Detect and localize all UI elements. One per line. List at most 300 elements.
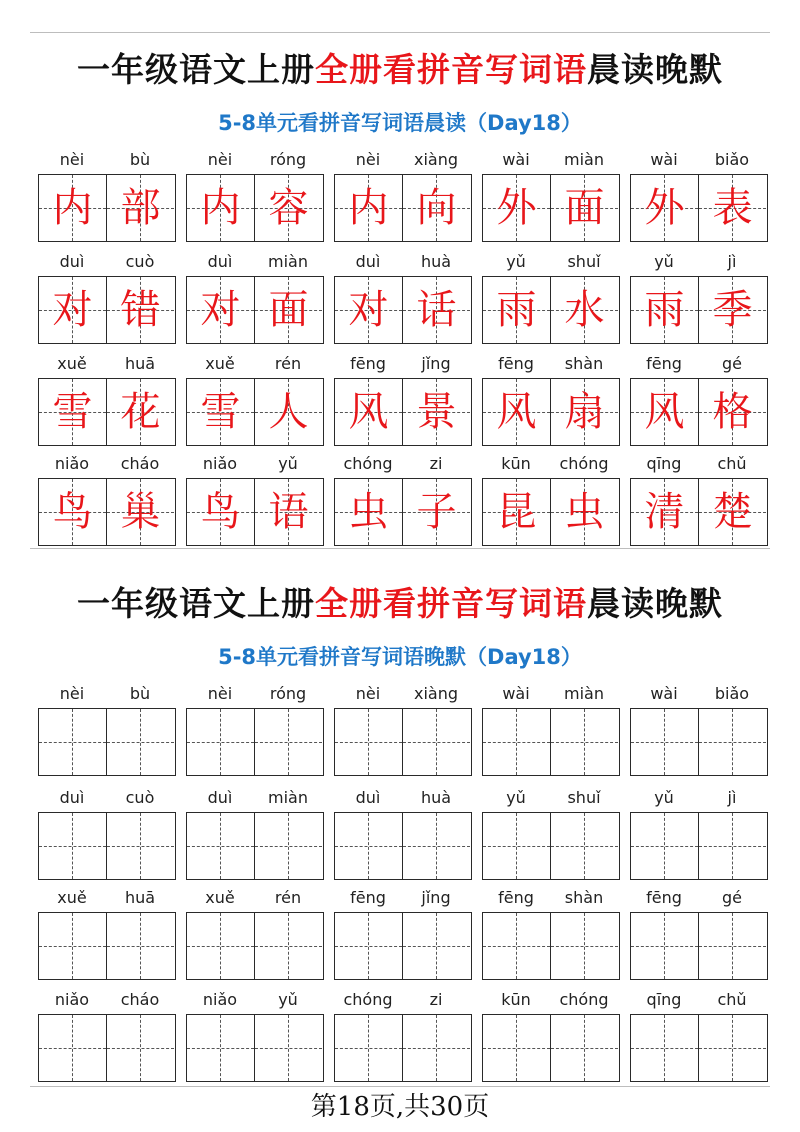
pinyin-label: nèi: [59, 150, 85, 169]
tianzige-cell[interactable]: [483, 1015, 550, 1081]
writing-box[interactable]: [38, 812, 176, 880]
pinyin-label: zi: [429, 990, 443, 1009]
pinyin-label: yǔ: [506, 788, 526, 807]
word-pair: [186, 352, 324, 452]
hanzi-character: 对: [348, 287, 389, 333]
tianzige-cell: [187, 379, 254, 445]
guide-line-vertical: [72, 709, 73, 775]
character-box: [186, 174, 324, 242]
tianzige-cell[interactable]: [551, 709, 618, 775]
tianzige-cell[interactable]: [187, 709, 254, 775]
cell-divider: [550, 277, 551, 343]
hanzi-character: 雨: [644, 287, 685, 333]
pinyin-label: chǔ: [717, 990, 747, 1009]
guide-line-vertical: [584, 1015, 585, 1081]
word-pair: [186, 250, 324, 350]
tianzige-cell: [699, 175, 766, 241]
cell-divider: [254, 175, 255, 241]
guide-line-vertical: [584, 709, 585, 775]
tianzige-cell: [631, 479, 698, 545]
pinyin-label: wài: [502, 684, 530, 703]
hanzi-character: 花: [120, 389, 161, 435]
tianzige-cell[interactable]: [699, 813, 766, 879]
cell-divider: [402, 479, 403, 545]
guide-line-vertical: [72, 1015, 73, 1081]
guide-line-vertical: [436, 709, 437, 775]
pinyin-label: rén: [274, 888, 302, 907]
writing-box[interactable]: [630, 708, 768, 776]
tianzige-cell[interactable]: [551, 813, 618, 879]
word-pair: [38, 786, 176, 886]
pinyin-label: xuě: [57, 354, 87, 373]
tianzige-cell[interactable]: [631, 1015, 698, 1081]
pinyin-label: cháo: [120, 454, 160, 473]
hanzi-character: 雪: [200, 389, 241, 435]
pinyin-label: róng: [269, 684, 307, 703]
pinyin-label: duì: [207, 252, 233, 271]
cell-divider: [254, 913, 255, 979]
tianzige-cell: [255, 379, 322, 445]
hanzi-character: 风: [496, 389, 537, 435]
word-pair: [334, 786, 472, 886]
pinyin-label: qīng: [646, 454, 682, 473]
pinyin-label: chóng: [559, 454, 609, 473]
pinyin-label: róng: [269, 150, 307, 169]
writing-box[interactable]: [630, 812, 768, 880]
hanzi-character: 内: [52, 185, 93, 231]
tianzige-cell: [403, 479, 470, 545]
cell-divider: [254, 479, 255, 545]
pinyin-label: niǎo: [202, 454, 238, 473]
character-box: [38, 478, 176, 546]
word-pair: [38, 988, 176, 1088]
pinyin-label: niǎo: [202, 990, 238, 1009]
pinyin-label: niǎo: [54, 454, 90, 473]
cell-divider: [550, 379, 551, 445]
character-box: [38, 276, 176, 344]
tianzige-cell: [187, 479, 254, 545]
pinyin-label: shuǐ: [567, 252, 601, 271]
tianzige-cell: [483, 379, 550, 445]
pinyin-label: fēng: [646, 354, 682, 373]
tianzige-cell: [403, 379, 470, 445]
tianzige-cell[interactable]: [483, 913, 550, 979]
tianzige-cell[interactable]: [39, 913, 106, 979]
character-box: [334, 174, 472, 242]
character-box: [334, 276, 472, 344]
guide-line-vertical: [664, 709, 665, 775]
guide-line-vertical: [664, 813, 665, 879]
tianzige-cell: [255, 277, 322, 343]
title-part-black-end: 晨读晚默: [587, 584, 723, 623]
pinyin-label: miàn: [268, 788, 308, 807]
pinyin-label: yǔ: [278, 454, 298, 473]
cell-divider: [698, 709, 699, 775]
tianzige-cell: [551, 379, 618, 445]
tianzige-cell: [39, 379, 106, 445]
pinyin-label: miàn: [268, 252, 308, 271]
pinyin-label: miàn: [564, 150, 604, 169]
cell-divider: [698, 479, 699, 545]
hanzi-character: 巢: [120, 489, 161, 535]
tianzige-cell[interactable]: [335, 1015, 402, 1081]
character-box: [186, 378, 324, 446]
hanzi-character: 容: [268, 185, 309, 231]
tianzige-cell: [39, 479, 106, 545]
guide-line-vertical: [732, 813, 733, 879]
tianzige-cell[interactable]: [107, 1015, 174, 1081]
hanzi-character: 雨: [496, 287, 537, 333]
section-subtitle: 5-8单元看拼音写词语晨读（Day18）: [218, 111, 582, 135]
hanzi-character: 雪: [52, 389, 93, 435]
guide-line-vertical: [516, 709, 517, 775]
character-box: [482, 478, 620, 546]
character-box: [630, 276, 768, 344]
cell-divider: [106, 277, 107, 343]
pinyin-label: miàn: [564, 684, 604, 703]
writing-box[interactable]: [38, 708, 176, 776]
tianzige-cell: [187, 175, 254, 241]
pinyin-label: chóng: [343, 990, 393, 1009]
guide-line-vertical: [584, 813, 585, 879]
cell-divider: [402, 913, 403, 979]
word-pair: [482, 352, 620, 452]
pinyin-label: jǐng: [421, 354, 451, 373]
hanzi-character: 昆: [496, 489, 537, 535]
writing-box[interactable]: [482, 912, 620, 980]
cell-divider: [106, 913, 107, 979]
tianzige-cell: [699, 277, 766, 343]
word-row: [0, 148, 800, 248]
pinyin-label: chǔ: [717, 454, 747, 473]
tianzige-cell: [335, 175, 402, 241]
guide-line-vertical: [72, 813, 73, 879]
writing-box[interactable]: [334, 1014, 472, 1082]
pinyin-label: xuě: [57, 888, 87, 907]
tianzige-cell: [699, 479, 766, 545]
writing-box[interactable]: [334, 708, 472, 776]
word-row: [0, 786, 800, 886]
hanzi-character: 对: [200, 287, 241, 333]
word-pair: [482, 148, 620, 248]
writing-box[interactable]: [482, 812, 620, 880]
section-title: [0, 46, 800, 94]
pinyin-label: huà: [420, 252, 452, 271]
pinyin-label: niǎo: [54, 990, 90, 1009]
tianzige-cell: [699, 379, 766, 445]
pinyin-label: fēng: [498, 354, 534, 373]
word-row: [0, 988, 800, 1088]
character-box: [334, 378, 472, 446]
pinyin-label: biǎo: [714, 684, 750, 703]
section-bottom-divider: [30, 1086, 770, 1087]
writing-box[interactable]: [186, 812, 324, 880]
pinyin-label: duì: [59, 252, 85, 271]
writing-box[interactable]: [38, 912, 176, 980]
tianzige-cell: [551, 479, 618, 545]
pinyin-label: xuě: [205, 354, 235, 373]
hanzi-character: 对: [52, 287, 93, 333]
word-pair: [334, 250, 472, 350]
pinyin-label: nèi: [59, 684, 85, 703]
cell-divider: [698, 277, 699, 343]
word-pair: [630, 682, 768, 782]
writing-box[interactable]: [334, 812, 472, 880]
pinyin-label: fēng: [350, 354, 386, 373]
cell-divider: [106, 479, 107, 545]
word-row: [0, 886, 800, 986]
tianzige-cell[interactable]: [699, 709, 766, 775]
guide-line-vertical: [140, 913, 141, 979]
word-pair: [630, 786, 768, 886]
cell-divider: [106, 379, 107, 445]
character-box: [38, 174, 176, 242]
writing-box[interactable]: [334, 912, 472, 980]
cell-divider: [550, 175, 551, 241]
word-pair: [630, 886, 768, 986]
word-pair: [482, 988, 620, 1088]
word-pair: [334, 886, 472, 986]
word-pair: [38, 352, 176, 452]
hanzi-character: 外: [644, 185, 685, 231]
tianzige-cell[interactable]: [631, 709, 698, 775]
writing-box[interactable]: [482, 1014, 620, 1082]
hanzi-character: 扇: [564, 389, 605, 435]
pinyin-label: yǔ: [278, 990, 298, 1009]
guide-line-vertical: [288, 709, 289, 775]
word-pair: [186, 682, 324, 782]
guide-line-vertical: [368, 913, 369, 979]
tianzige-cell: [631, 277, 698, 343]
word-pair: [186, 886, 324, 986]
writing-box[interactable]: [186, 708, 324, 776]
cell-divider: [254, 1015, 255, 1081]
word-pair: [630, 352, 768, 452]
pinyin-label: huā: [124, 354, 156, 373]
guide-line-vertical: [732, 1015, 733, 1081]
cell-divider: [698, 913, 699, 979]
tianzige-cell[interactable]: [631, 813, 698, 879]
guide-line-vertical: [288, 813, 289, 879]
pinyin-label: qīng: [646, 990, 682, 1009]
tianzige-cell[interactable]: [335, 813, 402, 879]
tianzige-cell[interactable]: [255, 813, 322, 879]
cell-divider: [698, 175, 699, 241]
pinyin-label: cuò: [125, 788, 155, 807]
tianzige-cell[interactable]: [483, 813, 550, 879]
hanzi-character: 清: [644, 489, 685, 535]
tianzige-cell[interactable]: [255, 1015, 322, 1081]
word-pair: [482, 452, 620, 552]
word-row: [0, 452, 800, 552]
tianzige-cell: [483, 479, 550, 545]
cell-divider: [698, 1015, 699, 1081]
word-row: [0, 250, 800, 350]
title-part-black: 一年级语文上册: [77, 584, 315, 623]
guide-line-vertical: [368, 709, 369, 775]
cell-divider: [698, 379, 699, 445]
tianzige-cell[interactable]: [403, 709, 470, 775]
word-pair: [482, 886, 620, 986]
guide-line-vertical: [516, 1015, 517, 1081]
evening-dictation-section: [0, 566, 800, 1086]
guide-line-vertical: [368, 1015, 369, 1081]
hanzi-character: 风: [348, 389, 389, 435]
guide-line-vertical: [288, 1015, 289, 1081]
guide-line-vertical: [436, 813, 437, 879]
hanzi-character: 水: [564, 287, 605, 333]
tianzige-cell[interactable]: [39, 1015, 106, 1081]
tianzige-cell: [39, 277, 106, 343]
tianzige-cell: [483, 277, 550, 343]
guide-line-vertical: [436, 913, 437, 979]
tianzige-cell[interactable]: [107, 813, 174, 879]
pinyin-label: nèi: [207, 150, 233, 169]
guide-line-vertical: [368, 813, 369, 879]
tianzige-cell[interactable]: [403, 1015, 470, 1081]
hanzi-character: 风: [644, 389, 685, 435]
cell-divider: [402, 709, 403, 775]
word-pair: [334, 682, 472, 782]
tianzige-cell[interactable]: [187, 913, 254, 979]
pinyin-label: xiàng: [413, 150, 458, 169]
tianzige-cell: [107, 277, 174, 343]
cell-divider: [402, 277, 403, 343]
title-part-red: 全册看拼音写词语: [315, 50, 587, 89]
pinyin-label: yǔ: [506, 252, 526, 271]
tianzige-cell[interactable]: [699, 1015, 766, 1081]
tianzige-cell: [483, 175, 550, 241]
writing-box[interactable]: [482, 708, 620, 776]
writing-box[interactable]: [186, 912, 324, 980]
pinyin-label: wài: [650, 684, 678, 703]
word-row: [0, 682, 800, 782]
tianzige-cell[interactable]: [335, 913, 402, 979]
hanzi-character: 面: [564, 185, 605, 231]
tianzige-cell[interactable]: [39, 709, 106, 775]
section-bottom-divider: [30, 548, 770, 549]
pinyin-label: nèi: [355, 684, 381, 703]
tianzige-cell[interactable]: [255, 913, 322, 979]
word-pair: [38, 886, 176, 986]
guide-line-vertical: [516, 913, 517, 979]
guide-line-vertical: [220, 913, 221, 979]
hanzi-character: 面: [268, 287, 309, 333]
tianzige-cell[interactable]: [255, 709, 322, 775]
tianzige-cell[interactable]: [631, 913, 698, 979]
tianzige-cell: [335, 379, 402, 445]
pinyin-label: bù: [129, 684, 151, 703]
tianzige-cell[interactable]: [335, 709, 402, 775]
title-part-black-end: 晨读晚默: [587, 50, 723, 89]
section-subtitle: 5-8单元看拼音写词语晚默（Day18）: [218, 645, 582, 669]
hanzi-character: 楚: [712, 489, 753, 535]
pinyin-label: yǔ: [654, 788, 674, 807]
writing-box[interactable]: [630, 1014, 768, 1082]
word-pair: [38, 682, 176, 782]
character-box: [38, 378, 176, 446]
guide-line-vertical: [140, 813, 141, 879]
cell-divider: [254, 277, 255, 343]
hanzi-character: 向: [416, 185, 457, 231]
hanzi-character: 部: [120, 185, 161, 231]
tianzige-cell: [631, 175, 698, 241]
word-row: [0, 352, 800, 452]
word-pair: [38, 148, 176, 248]
guide-line-vertical: [664, 1015, 665, 1081]
pinyin-label: xiàng: [413, 684, 458, 703]
morning-reading-section: [0, 32, 800, 552]
writing-box[interactable]: [630, 912, 768, 980]
cell-divider: [550, 479, 551, 545]
pinyin-label: gé: [722, 888, 742, 907]
tianzige-cell: [551, 175, 618, 241]
cell-divider: [402, 1015, 403, 1081]
tianzige-cell: [403, 277, 470, 343]
cell-divider: [550, 813, 551, 879]
cell-divider: [254, 709, 255, 775]
writing-box[interactable]: [38, 1014, 176, 1082]
cell-divider: [550, 1015, 551, 1081]
hanzi-character: 子: [416, 489, 457, 535]
cell-divider: [106, 813, 107, 879]
tianzige-cell[interactable]: [403, 913, 470, 979]
hanzi-character: 虫: [564, 489, 605, 535]
tianzige-cell[interactable]: [187, 1015, 254, 1081]
pinyin-label: shàn: [564, 354, 604, 373]
writing-box[interactable]: [186, 1014, 324, 1082]
tianzige-cell[interactable]: [483, 709, 550, 775]
word-pair: [334, 352, 472, 452]
cell-divider: [254, 379, 255, 445]
word-pair: [186, 148, 324, 248]
tianzige-cell: [255, 479, 322, 545]
pinyin-label: duì: [59, 788, 85, 807]
guide-line-vertical: [584, 913, 585, 979]
cell-divider: [402, 379, 403, 445]
tianzige-cell[interactable]: [403, 813, 470, 879]
tianzige-cell[interactable]: [551, 913, 618, 979]
cell-divider: [698, 813, 699, 879]
tianzige-cell: [107, 175, 174, 241]
tianzige-cell[interactable]: [107, 709, 174, 775]
word-pair: [186, 988, 324, 1088]
cell-divider: [106, 175, 107, 241]
hanzi-character: 虫: [348, 489, 389, 535]
character-box: [630, 478, 768, 546]
character-box: [482, 174, 620, 242]
word-pair: [482, 682, 620, 782]
guide-line-vertical: [220, 1015, 221, 1081]
cell-divider: [106, 709, 107, 775]
hanzi-character: 季: [712, 287, 753, 333]
pinyin-label: gé: [722, 354, 742, 373]
title-part-red: 全册看拼音写词语: [315, 584, 587, 623]
tianzige-cell[interactable]: [699, 913, 766, 979]
tianzige-cell[interactable]: [187, 813, 254, 879]
tianzige-cell: [39, 175, 106, 241]
tianzige-cell[interactable]: [39, 813, 106, 879]
guide-line-vertical: [436, 1015, 437, 1081]
hanzi-character: 格: [712, 389, 753, 435]
guide-line-vertical: [732, 709, 733, 775]
cell-divider: [402, 175, 403, 241]
hanzi-character: 语: [268, 489, 309, 535]
tianzige-cell[interactable]: [107, 913, 174, 979]
tianzige-cell[interactable]: [551, 1015, 618, 1081]
tianzige-cell: [631, 379, 698, 445]
pinyin-label: fēng: [646, 888, 682, 907]
